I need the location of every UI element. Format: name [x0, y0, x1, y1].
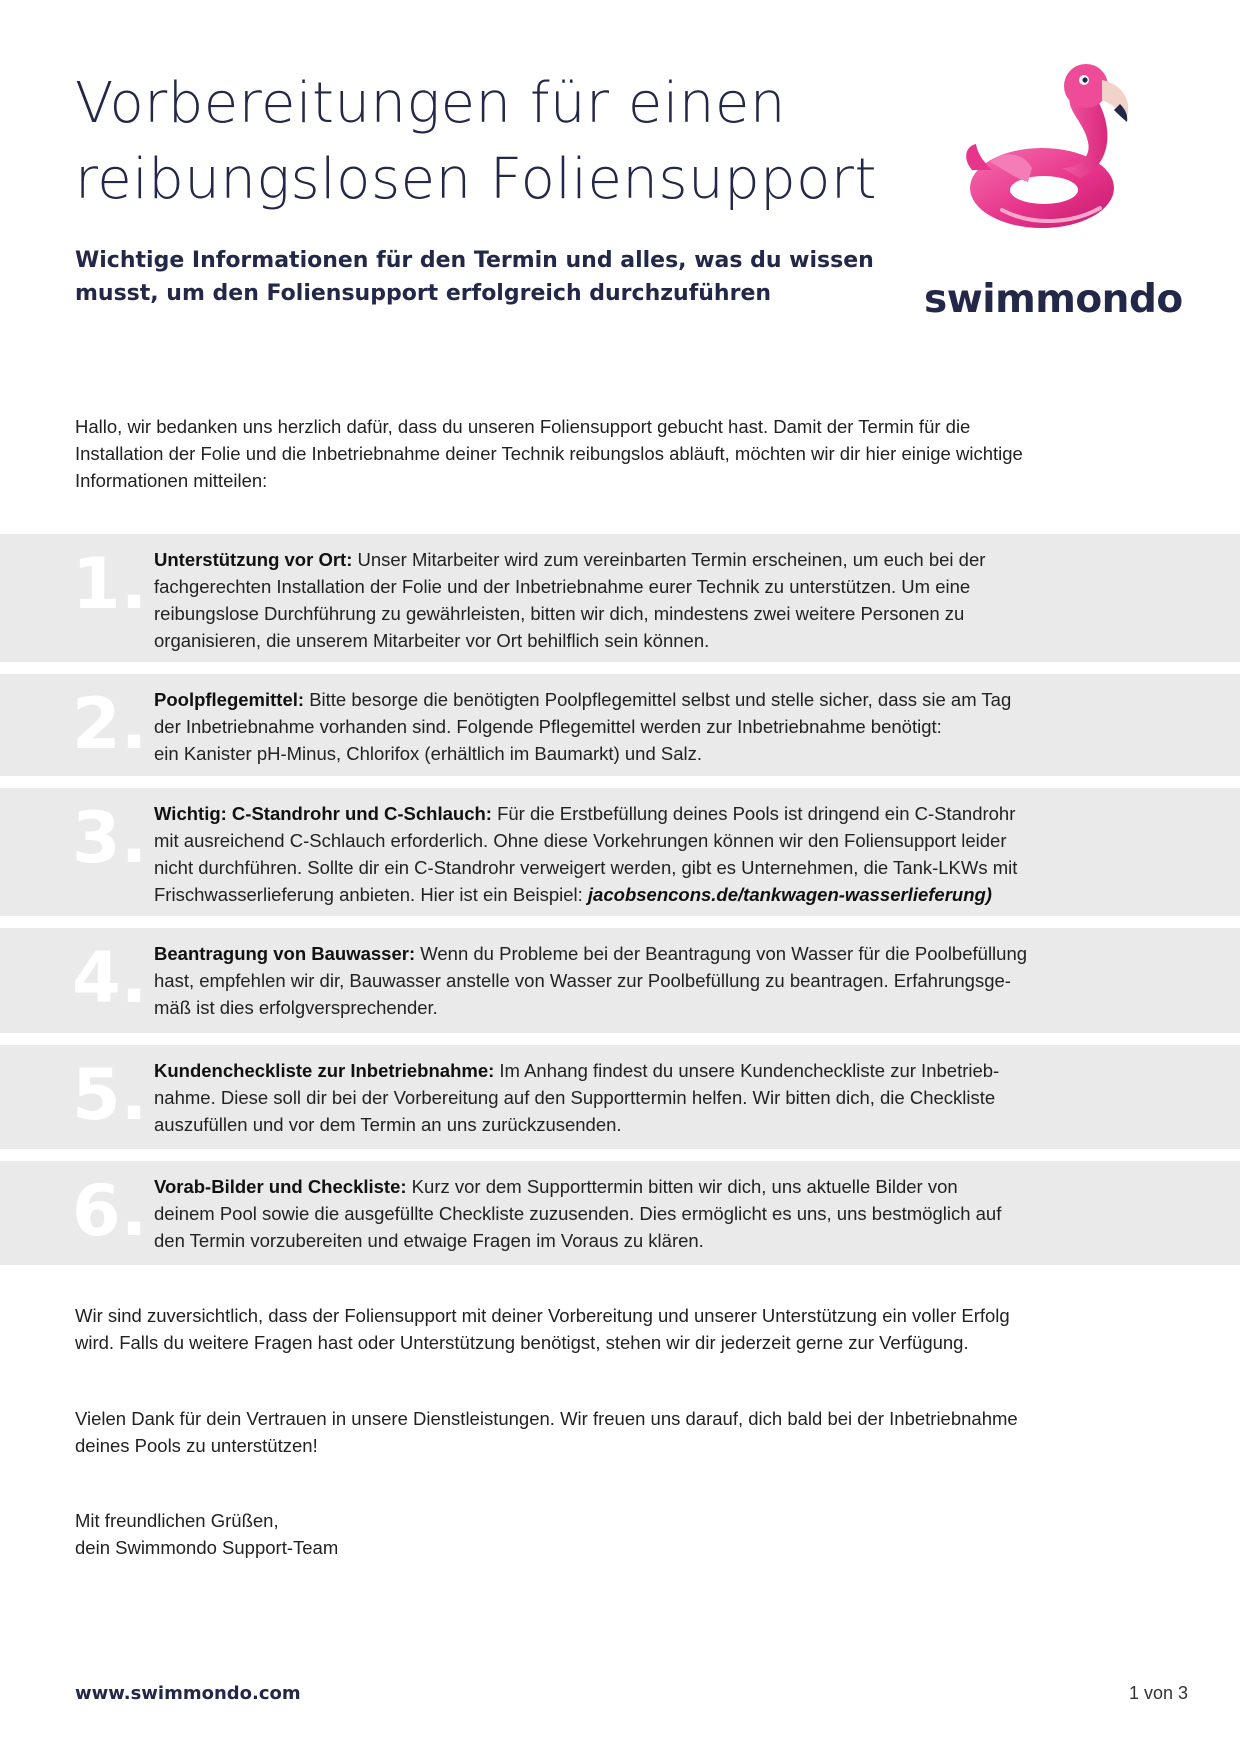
- swimmondo-logo: [924, 60, 1194, 322]
- intro-line: Informationen mitteilen:: [75, 470, 268, 491]
- info-item: [0, 674, 1240, 776]
- closing-line: wird. Falls du weitere Fragen hast oder Unterstützung benötigst, stehen wir dir jederzeit gerne zur Verfügung.: [75, 1332, 969, 1353]
- item-text: [154, 800, 1114, 908]
- item-line: fachgerechten Installation der Folie und der Inbetriebnahme eurer Technik zu unterstützen. Um eine: [154, 576, 971, 597]
- item-line: Bitte besorge die benötigten Poolpflegemittel selbst und stelle sicher, dass sie am Tag: [304, 689, 1012, 710]
- item-number: 5.: [72, 1054, 148, 1136]
- item-heading: Vorab-Bilder und Checkliste:: [154, 1176, 407, 1197]
- item-line: den Termin vorzubereiten und etwaige Fragen im Voraus zu klären.: [154, 1230, 704, 1251]
- info-item: [0, 1161, 1240, 1265]
- footer-website-link[interactable]: www.swimmondo.com: [75, 1683, 301, 1704]
- item-text: [154, 940, 1114, 1021]
- closing-paragraph: [75, 1302, 1185, 1356]
- signoff-line: dein Swimmondo Support-Team: [75, 1537, 339, 1558]
- info-item: [0, 534, 1240, 662]
- signoff: [75, 1507, 1185, 1561]
- item-line: mit ausreichend C-Schlauch erforderlich. Ohne diese Vorkehrungen können wir den Foliensupport leider: [154, 830, 1007, 851]
- numbered-info-list: [0, 534, 1240, 1277]
- subtitle-line: Wichtige Informationen für den Termin und alles, was du wissen: [75, 248, 874, 273]
- page-title: [75, 66, 935, 218]
- item-line: Wenn du Probleme bei der Beantragung von Wasser für die Poolbefüllung: [415, 943, 1028, 964]
- item-text: [154, 1057, 1114, 1138]
- item-line: der Inbetriebnahme vorhanden sind. Folgende Pflegemittel werden zur Inbetriebnahme benötigt:: [154, 716, 942, 737]
- item-line: organisieren, die unserem Mitarbeiter vor Ort behilflich sein können.: [154, 630, 710, 651]
- item-line: mäß ist dies erfolgversprechender.: [154, 997, 438, 1018]
- intro-line: Hallo, wir bedanken uns herzlich dafür, dass du unseren Foliensupport gebucht hast. Damit der Termin für die: [75, 416, 971, 437]
- info-item: [0, 928, 1240, 1033]
- title-line: reibungslosen Foliensupport: [75, 147, 877, 212]
- item-heading: Beantragung von Bauwasser:: [154, 943, 416, 964]
- item-line: Für die Erstbefüllung deines Pools ist dringend ein C-Standrohr: [491, 803, 1016, 824]
- item-heading: Wichtig: C-Standrohr und C-Schlauch:: [154, 803, 492, 824]
- item-text: [154, 1173, 1114, 1254]
- thanks-line: deines Pools zu unterstützen!: [75, 1435, 318, 1456]
- subtitle-line: musst, um den Foliensupport erfolgreich durchzuführen: [75, 281, 772, 306]
- item-number: 4.: [72, 937, 148, 1019]
- item-number: 2.: [72, 683, 148, 765]
- item-text: [154, 546, 1114, 654]
- example-link[interactable]: jacobsencons.de/tankwagen-wasserlieferung): [587, 884, 992, 905]
- item-line: Frischwasserlieferung anbieten. Hier ist ein Beispiel:: [154, 884, 588, 905]
- item-line: Unser Mitarbeiter wird zum vereinbarten Termin erscheinen, um euch bei der: [352, 549, 986, 570]
- item-line: deinem Pool sowie die ausgefüllte Checkliste zuzusenden. Dies ermöglicht es uns, uns bestmöglich auf: [154, 1203, 1002, 1224]
- thanks-paragraph: [75, 1405, 1185, 1459]
- page-subtitle: [75, 244, 875, 310]
- logo-wordmark: swimmondo: [924, 277, 1183, 322]
- item-number: 1.: [72, 543, 148, 625]
- closing-line: Wir sind zuversichtlich, dass der Foliensupport mit deiner Vorbereitung und unserer Unterstützung ein voller Erfolg: [75, 1305, 1010, 1326]
- item-heading: Unterstützung vor Ort:: [154, 549, 353, 570]
- info-item: [0, 788, 1240, 916]
- thanks-line: Vielen Dank für dein Vertrauen in unsere Dienstleistungen. Wir freuen uns darauf, dich bald bei der Inbetriebnahme: [75, 1408, 1018, 1429]
- info-item: [0, 1045, 1240, 1149]
- item-number: 6.: [72, 1170, 148, 1252]
- signoff-line: Mit freundlichen Grüßen,: [75, 1510, 279, 1531]
- item-line: hast, empfehlen wir dir, Bauwasser anstelle von Wasser zur Poolbefüllung zu beantragen. Erfahrungsge-: [154, 970, 1011, 991]
- page-number: 1 von 3: [1128, 1683, 1188, 1703]
- item-line: nahme. Diese soll dir bei der Vorbereitung auf den Supporttermin helfen. Wir bitten dich, die Checkliste: [154, 1087, 996, 1108]
- pink-flamingo-float-icon: [962, 60, 1152, 235]
- item-line: ein Kanister pH-Minus, Chlorifox (erhältlich im Baumarkt) und Salz.: [154, 743, 703, 764]
- item-line: Im Anhang findest du unsere Kundencheckliste zur Inbetrieb-: [494, 1060, 1000, 1081]
- item-line: auszufüllen und vor dem Termin an uns zurückzusenden.: [154, 1114, 622, 1135]
- item-heading: Poolpflegemittel:: [154, 689, 305, 710]
- item-line: nicht durchführen. Sollte dir ein C-Standrohr verweigert werden, gibt es Unternehmen, die Tank-LKWs mit: [154, 857, 1018, 878]
- intro-line: Installation der Folie und die Inbetriebnahme deiner Technik reibungslos abläuft, möchten wir dir hier einige wichtige: [75, 443, 1023, 464]
- item-heading: Kundencheckliste zur Inbetriebnahme:: [154, 1060, 495, 1081]
- item-number: 3.: [72, 797, 148, 879]
- item-text: [154, 686, 1114, 767]
- intro-paragraph: [75, 413, 1185, 494]
- item-line: reibungslose Durchführung zu gewährleisten, bitten wir dich, mindestens zwei weitere Personen zu: [154, 603, 965, 624]
- title-line: Vorbereitungen für einen: [75, 71, 786, 136]
- item-line: Kurz vor dem Supporttermin bitten wir dich, uns aktuelle Bilder von: [406, 1176, 958, 1197]
